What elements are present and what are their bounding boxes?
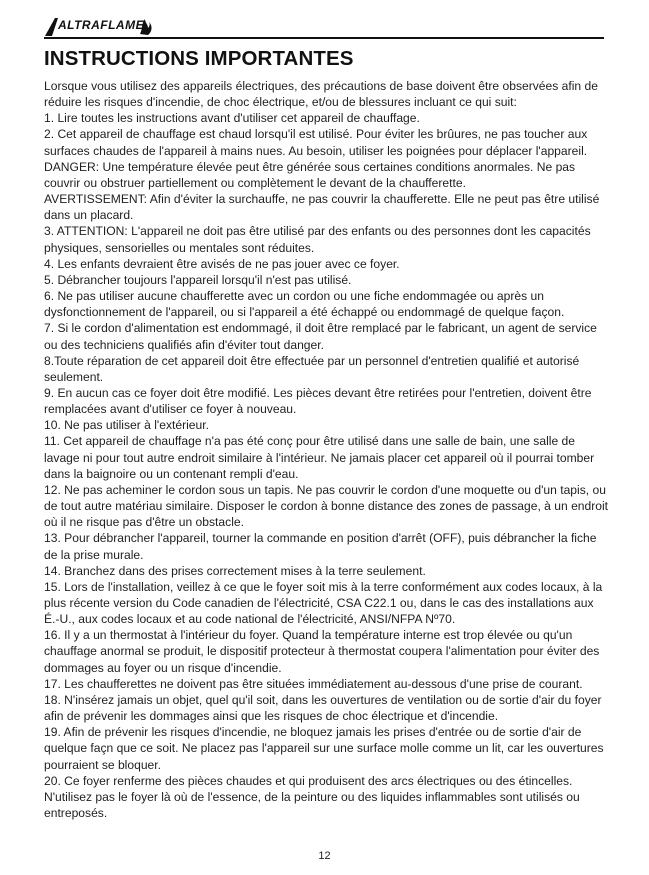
instruction-item: 3. ATTENTION: L'appareil ne doit pas être utilisé par des enfants ou des personnes dont les capacités physiques, sensorielles ou mentales sont réduites. (44, 224, 591, 255)
brand-logo (44, 14, 154, 38)
instruction-item: 11. Cet appareil de chauffage n'a pas été conç pour être utilisé dans une salle de bain, une salle de lavage ni pour tout autre endroit similaire à l'intérieur. Ne jamais placer cet appareil où il pourrai tomber dans la baignoire ou un contenant rempli d'eau. (44, 434, 595, 481)
instruction-item: 1. Lire toutes les instructions avant d'utiliser cet appareil de chauffage. (44, 111, 420, 126)
danger-notice: DANGER: Une température élevée peut être générée sous certaines conditions anormales. Ne pas couvrir ou obstruer partiellement ou complètement le devant de la chaufferette. (44, 159, 576, 190)
instruction-item: 4. Les enfants devraient être avisés de ne pas jouer avec ce foyer. (44, 256, 400, 271)
page-header (44, 14, 604, 38)
warning-notice: AVERTISSEMENT: Afin d'éviter la surchauffe, ne pas couvrir la chaufferette. Elle ne peut pas être utilisé dans un placard. (44, 192, 600, 223)
instruction-item: 12. Ne pas acheminer le cordon sous un tapis. Ne pas couvrir le cordon d'une moquette ou d'un tapis, ou de tout autre matériau similaire. Disposer le cordon à bonne distance des zones de passage, à un endroit où il ne risque pas d'être un obstacle. (44, 482, 609, 530)
instruction-item: 17. Les chaufferettes ne doivent pas être situées immédiatement au-dessous d'une prise de courant. (44, 676, 583, 691)
header-divider (44, 37, 604, 39)
page-number: 12 (318, 850, 331, 862)
instruction-item: 6. Ne pas utiliser aucune chaufferette avec un cordon ou une fiche endommagée ou après un dysfonctionnement de l'appareil, ou si l'appareil a été échappé ou endommagé de quelque façon. (44, 289, 565, 320)
logo-text: ALTRAFLAME (58, 18, 145, 32)
instruction-item: 18. N'insérez jamais un objet, quel qu'il soit, dans les ouvertures de ventilation ou de sortie d'air du foyer afin de prévenir les dommages ainsi que les risques de choc électrique et d'incendie. (44, 692, 602, 724)
instruction-item: 2. Cet appareil de chauffage est chaud lorsqu'il est utilisé. Pour éviter les brûures, ne pas toucher aux surfaces chaudes de l'appareil à mains nues. Au besoin, utiliser les poignées pour déplacer l'appareil. (44, 127, 588, 158)
instruction-item: 19. Afin de prévenir les risques d'incendie, ne bloquez jamais les prises d'entrée ou de sortie d'air de quelque façn que ce soit. Ne placez pas l'appareil sur une surface molle comme un lit, car les ouvertures pourraient se bloquer. (44, 725, 604, 772)
instruction-item: 14. Branchez dans des prises correctement mises à la terre seulement. (44, 563, 426, 578)
instruction-item: 5. Débrancher toujours l'appareil lorsqu'il n'est pas utilisé. (44, 272, 352, 287)
instruction-item: 20. Ce foyer renferme des pièces chaudes et qui produisent des arcs électriques ou des étincelles. N'utilisez pas le foyer là où de l'essence, de la peinture ou des liquides inflammables sont utilisés ou entreposés. (44, 773, 580, 821)
instruction-item: 7. Si le cordon d'alimentation est endommagé, il doit être remplacé par le fabricant, un agent de service ou des techniciens qualifiés afin d'éviter tout danger. (44, 321, 597, 352)
intro-paragraph: Lorsque vous utilisez des appareils électriques, des précautions de base doivent être observées afin de réduire les risques d'incendie, de choc électrique, et/ou de blessures incluant ce qui suit: (44, 79, 598, 110)
page-title: INSTRUCTIONS IMPORTANTES (44, 47, 354, 70)
instructions-body (44, 78, 610, 821)
instruction-item: 10. Ne pas utiliser à l'extérieur. (44, 418, 209, 433)
instruction-item: 9. En aucun cas ce foyer doit être modifié. Les pièces devant être retirées pour l'entretien, doivent être remplacées avant d'utiliser ce foyer à nouveau. (44, 385, 592, 417)
instruction-item: 13. Pour débrancher l'appareil, tourner la commande en position d'arrêt (OFF), puis débrancher la fiche de la prise murale. (44, 531, 597, 562)
instruction-item: 15. Lors de l'installation, veillez à ce que le foyer soit mis à la terre conformément aux codes locaux, à la plus récente version du Code canadien de l'électricité, CSA C22.1 ou, dans le cas des installations aux É.-U., aux codes locaux et au code national de l'électricité, ANSI/NFPA Nº70. (44, 579, 603, 627)
instruction-item: 8.Toute réparation de cet appareil doit être effectuée par un personnel d'entretien qualifié et autorisé seulement. (44, 353, 580, 384)
instruction-item: 16. Il y a un thermostat à l'intérieur du foyer. Quand la température interne est trop élevée ou qu'un chauffage anormal se produit, le dispositif protecteur à thermostat coupera l'alimentation pour éviter des dommages au foyer ou un risque d'incendie. (44, 628, 600, 675)
